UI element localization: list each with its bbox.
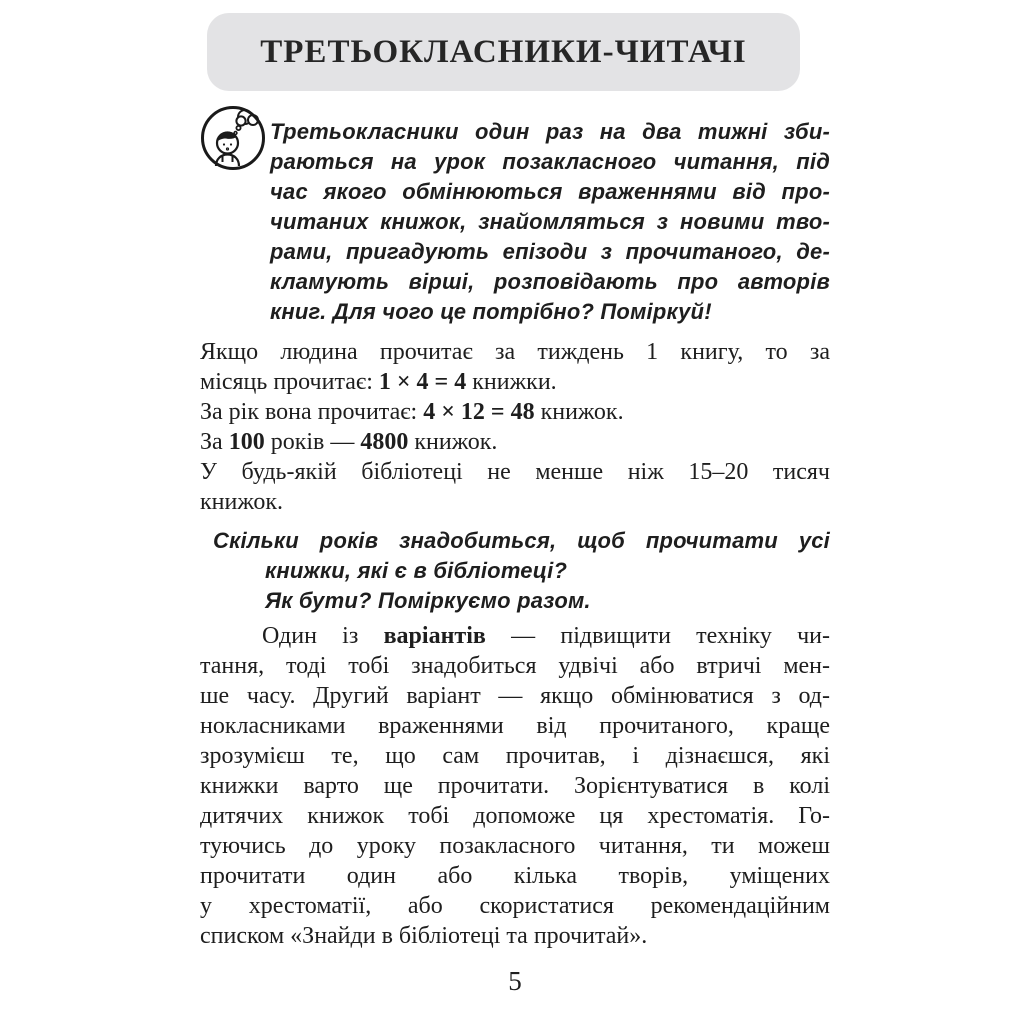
questions-paragraph [200,526,830,616]
text-line: За рік вона прочитає: 4 × 12 = 48 книжок. [200,399,624,425]
text-line: Як бути? Поміркуємо разом. [265,588,591,613]
text-line: У будь-якій бібліотеці не менше ніж 15–20 тисяч [200,459,830,485]
body-paragraph [200,621,830,951]
text-line: Третьокласники один раз на два тижні зби- [270,119,830,144]
text-line: час якого обмінюються враженнями від про- [270,179,830,204]
thinking-child-icon [200,105,266,171]
text-line: у хрестоматії, або скористатися рекомендаційним [200,893,830,919]
text-line: Скільки років знадобиться, щоб прочитати усі [213,528,830,553]
chapter-title-bar [207,13,800,91]
text-line: прочитати один або кілька творів, уміщених [200,863,830,889]
text-line: дитячих книжок тобі допоможе ця хрестоматія. Го- [200,803,830,829]
text-line: місяць прочитає: 1 × 4 = 4 книжки. [200,369,557,395]
page-number: 5 [508,966,522,996]
text-line: списком «Знайди в бібліотеці та прочитай». [200,923,648,949]
page-title: ТРЕТЬОКЛАСНИКИ-ЧИТАЧІ [260,33,747,70]
text-line: туючись до уроку позакласного читання, ти можеш [200,833,830,859]
text-line: книжки варто ще прочитати. Зорієнтуватися в колі [200,773,830,799]
text-line: нокласниками враженнями від прочитаного, краще [200,713,830,739]
text-line: книг. Для чого це потрібно? Поміркуй! [270,299,712,324]
text-line: рами, пригадують епізоди з прочитаного, де- [270,239,830,264]
calculation-paragraph [200,337,830,517]
text-line: За 100 років — 4800 книжок. [200,429,498,455]
text-line: читаних книжок, знайомляться з новими тво- [270,209,830,234]
text-line: Один із варіантів — підвищити техніку чи- [262,623,830,649]
text-line: зрозумієш те, що сам прочитав, і дізнаєшся, які [200,743,830,769]
text-line: ше часу. Другий варіант — якщо обмінюватися з од- [200,683,830,709]
text-line: тання, тоді тобі знадобиться удвічі або втричі мен- [200,653,830,679]
text-line: книжки, які є в бібліотеці? [265,558,568,583]
text-line: книжок. [200,489,283,515]
text-line: раються на урок позакласного читання, під [270,149,830,174]
text-line: кламують вірші, розповідають про авторів [270,269,830,294]
intro-section [200,117,830,327]
intro-paragraph [270,117,830,327]
text-line: Якщо людина прочитає за тиждень 1 книгу, то за [200,339,830,365]
page-content [200,0,830,951]
